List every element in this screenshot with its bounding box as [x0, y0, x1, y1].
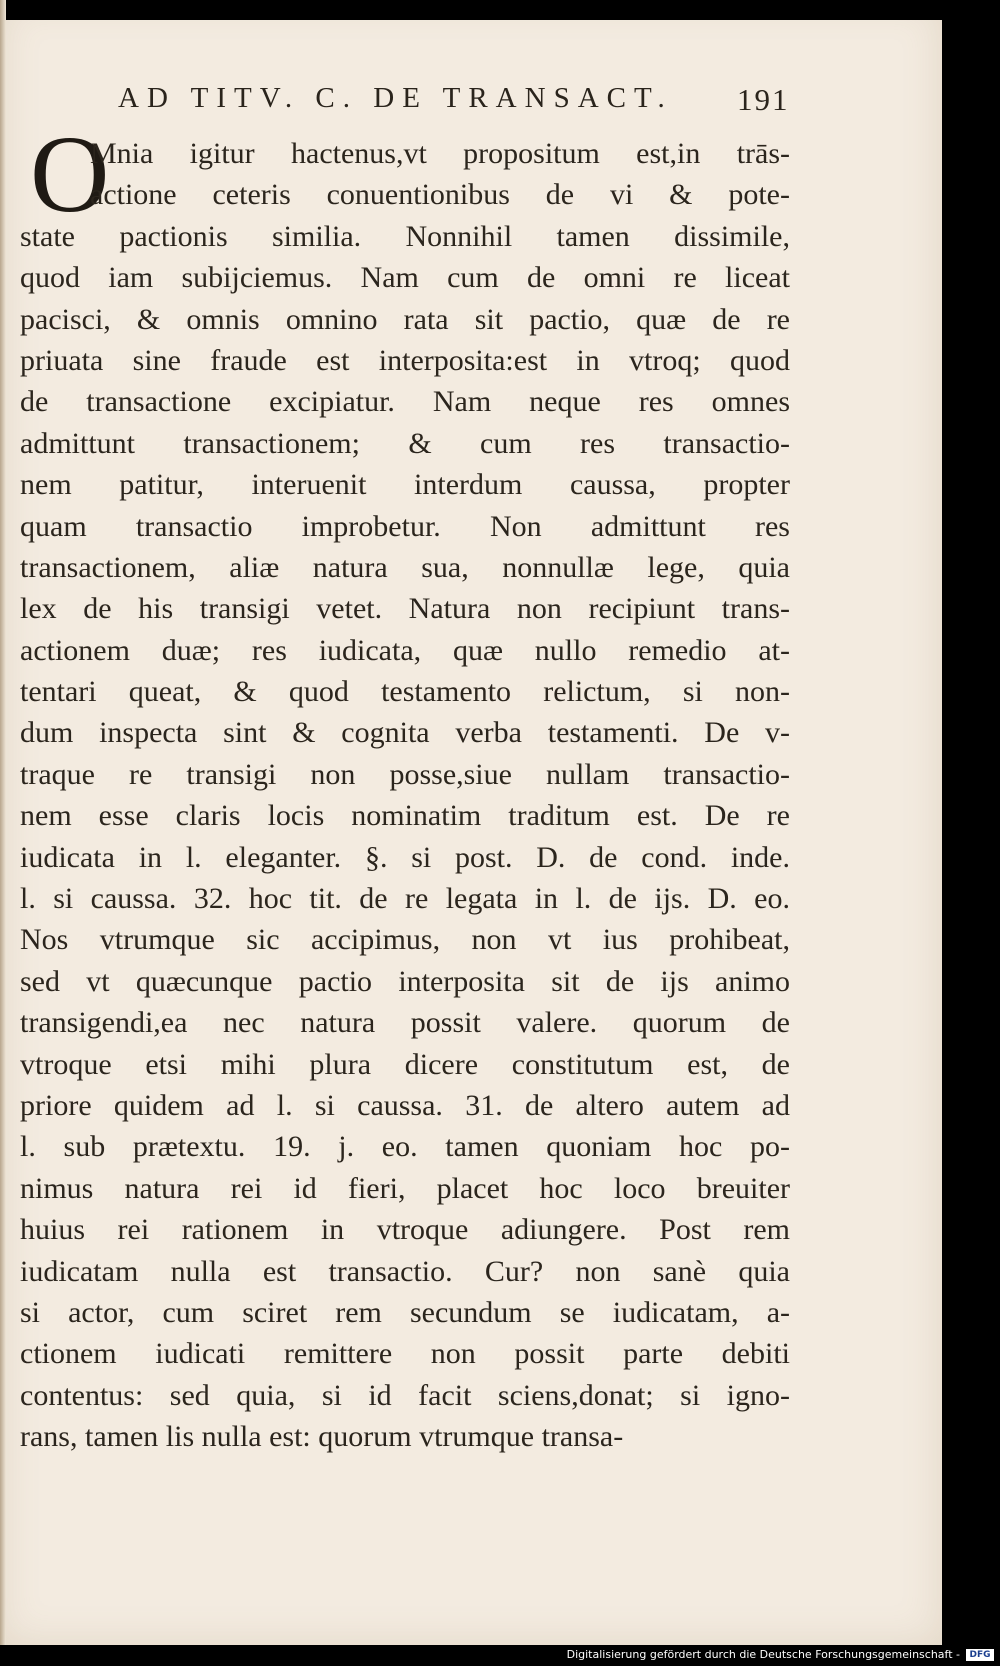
text-line: quod iam subijciemus. Nam cum de omni re liceat — [20, 261, 790, 295]
drop-capital: O — [30, 113, 110, 235]
text-line: Mnia igitur hactenus,vt propositum est,in trās- — [90, 137, 790, 170]
dfg-logo-icon: DFG — [966, 1649, 994, 1661]
scan-top-border — [0, 0, 942, 20]
text-line: l. sub prætextu. 19. j. eo. tamen quoniam hoc po- — [20, 1130, 790, 1164]
text-line: sed vt quæcunque pactio interposita sit de ijs animo — [20, 964, 790, 998]
text-line: si actor, cum sciret rem secundum se iudicatam, a- — [20, 1295, 790, 1329]
text-line: transactionem, aliæ natura sua, nonnullæ lege, quia — [20, 550, 790, 584]
text-line: quam transactio improbetur. Non admittunt res — [20, 509, 790, 543]
text-line: priuata sine fraude est interposita:est in vtroq; quod — [20, 343, 790, 377]
digitization-credit: Digitalisierung gefördert durch die Deutsche Forschungsgemeinschaft - — [566, 1648, 960, 1661]
text-line: tentari queat, & quod testamento relictum, si non- — [20, 675, 790, 709]
text-line: transigendi,ea nec natura possit valere. quorum de — [20, 1006, 790, 1040]
text-line: priore quidem ad l. si caussa. 31. de altero autem ad — [20, 1088, 790, 1122]
text-line: pacisci, & omnis omnino rata sit pactio, quæ de re — [20, 302, 790, 336]
text-line: huius rei rationem in vtroque adiungere. Post rem — [20, 1213, 790, 1247]
text-line: nem patitur, interuenit interdum caussa, propter — [20, 468, 790, 502]
text-line: actionem duæ; res iudicata, quæ nullo remedio at- — [20, 633, 790, 667]
text-line: rans, tamen lis nulla est: quorum vtrumque transa- — [20, 1420, 624, 1454]
text-line: l. si caussa. 32. hoc tit. de re legata in l. de ijs. D. eo. — [20, 882, 790, 916]
text-line: admittunt transactionem; & cum res transactio- — [20, 426, 790, 460]
page-gutter-edge — [0, 0, 6, 1645]
text-line: state pactionis similia. Nonnihil tamen dissimile, — [20, 219, 790, 253]
text-line: traque re transigi non posse,siue nullam transactio- — [20, 757, 790, 791]
page-number: 191 — [737, 82, 790, 117]
text-line: vtroque etsi mihi plura dicere constitutum est, de — [20, 1047, 790, 1081]
text-line: Nos vtrumque sic accipimus, non vt ius prohibeat, — [20, 923, 790, 957]
text-line: contentus: sed quia, si id facit sciens,donat; si igno- — [20, 1378, 790, 1412]
text-line: de transactione excipiatur. Nam neque res omnes — [20, 385, 790, 419]
body-text — [20, 133, 790, 1458]
text-line: nimus natura rei id fieri, placet hoc loco breuiter — [20, 1171, 790, 1205]
text-line: iudicatam nulla est transactio. Cur? non sanè quia — [20, 1254, 790, 1288]
text-line: dum inspecta sint & cognita verba testamenti. De v- — [20, 716, 790, 750]
text-line: lex de his transigi vetet. Natura non recipiunt trans- — [20, 592, 790, 626]
text-line: ctionem iudicati remittere non possit parte debiti — [20, 1337, 790, 1371]
text-line: iudicata in l. eleganter. §. si post. D. de cond. inde. — [20, 840, 790, 874]
text-line: actione ceteris conuentionibus de vi & pote- — [90, 178, 790, 212]
text-line: nem esse claris locis nominatim traditum est. De re — [20, 799, 790, 833]
running-title: AD TITV. C. DE TRANSACT. — [118, 82, 673, 114]
